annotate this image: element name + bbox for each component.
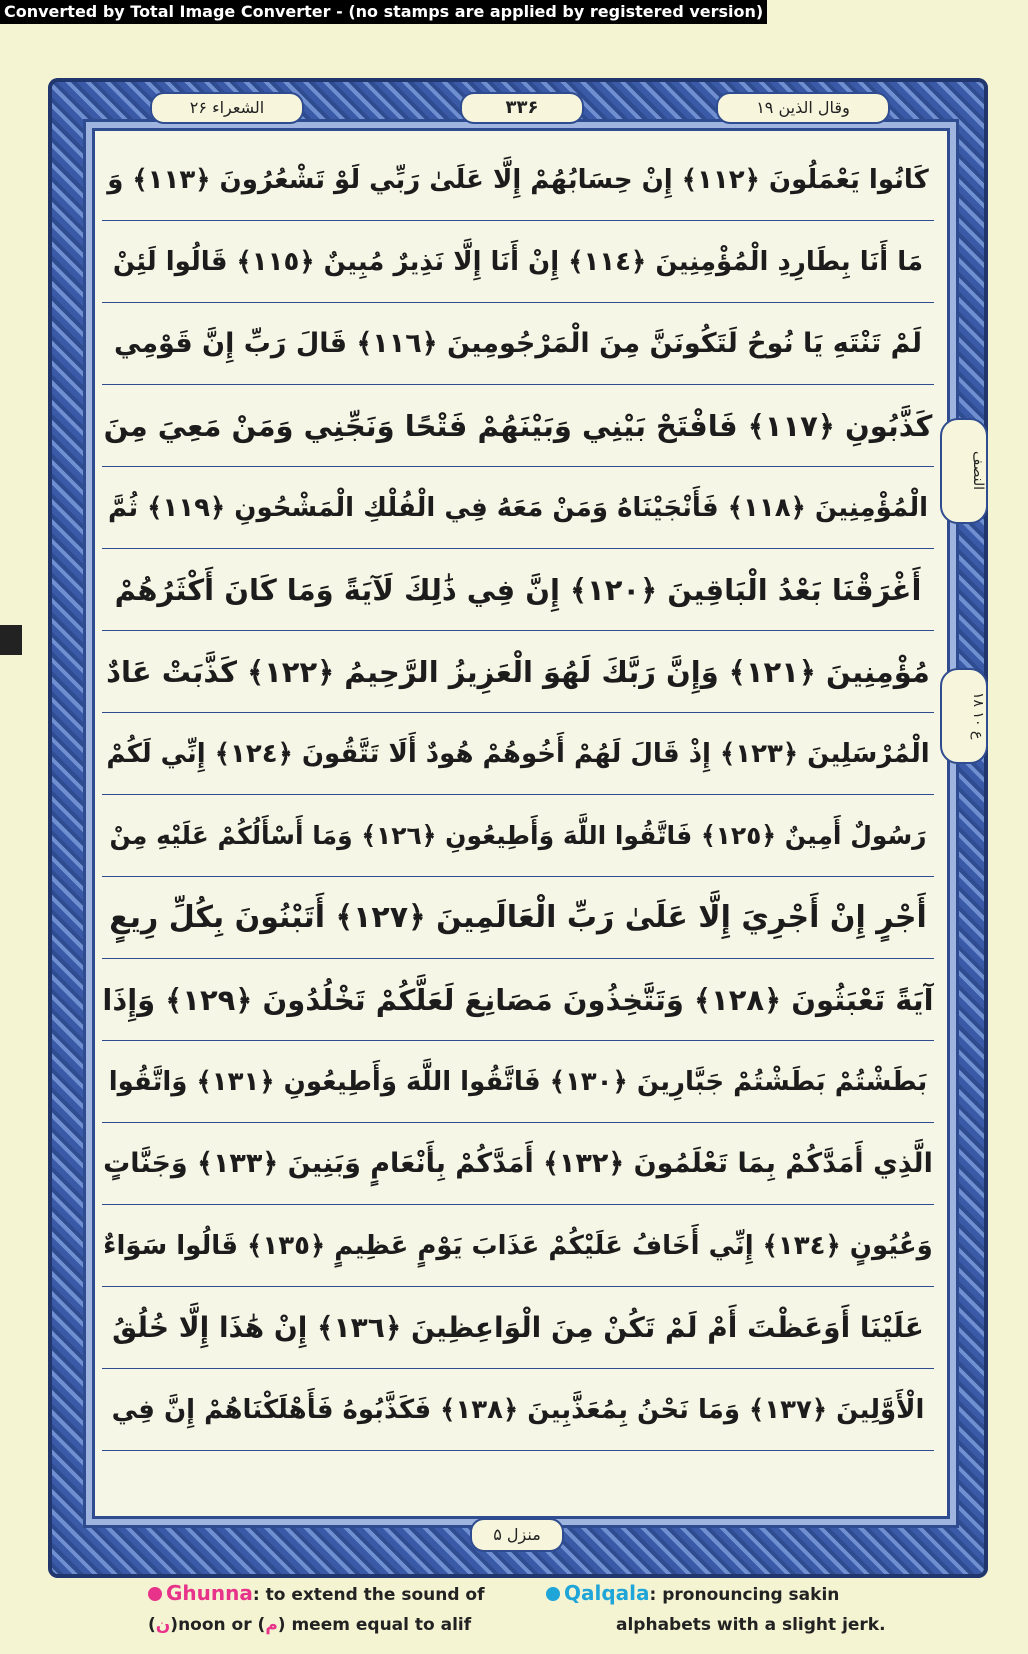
ghunna-desc: : to extend the sound of — [252, 1585, 485, 1605]
manzil-label: منزل ۵ — [470, 1518, 564, 1552]
converter-banner: Converted by Total Image Converter - (no stamps are applied by registered version) — [0, 0, 767, 24]
qalqala-term: Qalqala — [564, 1581, 650, 1605]
text-line: أَجْرٍ إِنْ أَجْرِيَ إِلَّا عَلَىٰ رَبِّ الْعَالَمِينَ ﴿١٢٧﴾ أَتَبْنُونَ بِكُلِّ رِيعٍ — [102, 878, 934, 959]
surah-name: الشعراء ۲۶ — [150, 92, 304, 124]
ghunna-desc-2: )noon or ( — [170, 1615, 266, 1635]
meem-letter: م — [265, 1615, 278, 1635]
text-line: عَلَيْنَا أَوَعَظْتَ أَمْ لَمْ تَكُنْ مِنَ الْوَاعِظِينَ ﴿١٣٦﴾ إِنْ هَٰذَا إِلَّا خُلُقُ — [102, 1288, 934, 1369]
ruku-marker: ۱۸ ع ۱۰ — [940, 668, 988, 764]
text-line: بَطَشْتُمْ بَطَشْتُمْ جَبَّارِينَ ﴿١٣٠﴾ فَاتَّقُوا اللَّهَ وَأَطِيعُونِ ﴿١٣١﴾ وَاتَّقُوا — [102, 1042, 934, 1123]
qalqala-legend — [546, 1578, 926, 1640]
ghunna-paren: ( — [148, 1615, 156, 1635]
text-line: كَذَّبُونِ ﴿١١٧﴾ فَافْتَحْ بَيْنِي وَبَيْنَهُمْ فَتْحًا وَنَجِّنِي وَمَنْ مَعِيَ مِنَ — [102, 386, 934, 467]
flower-icon — [148, 1587, 162, 1601]
ghunna-term: Ghunna — [166, 1581, 253, 1605]
text-line: الْمُؤْمِنِينَ ﴿١١٨﴾ فَأَنْجَيْنَاهُ وَمَنْ مَعَهُ فِي الْفُلْكِ الْمَشْحُونِ ﴿١١٩﴾ ثُمَّ — [102, 468, 934, 549]
flower-icon — [546, 1587, 560, 1601]
qalqala-desc: : pronouncing sakin — [649, 1585, 840, 1605]
page-header — [150, 92, 890, 122]
text-line: لَمْ تَنْتَهِ يَا نُوحُ لَتَكُونَنَّ مِنَ الْمَرْجُومِينَ ﴿١١٦﴾ قَالَ رَبِّ إِنَّ قَوْمِي — [102, 304, 934, 385]
text-line: أَغْرَقْنَا بَعْدُ الْبَاقِينَ ﴿١٢٠﴾ إِنَّ فِي ذَٰلِكَ لَآيَةً وَمَا كَانَ أَكْثَرُهُمْ — [102, 550, 934, 631]
juz-name: وقال الذين ۱۹ — [716, 92, 890, 124]
text-line: مُؤْمِنِينَ ﴿١٢١﴾ وَإِنَّ رَبَّكَ لَهُوَ الْعَزِيزُ الرَّحِيمُ ﴿١٢٢﴾ كَذَّبَتْ عَادٌ — [102, 632, 934, 713]
text-line: رَسُولٌ أَمِينٌ ﴿١٢٥﴾ فَاتَّقُوا اللَّهَ وَأَطِيعُونِ ﴿١٢٦﴾ وَمَا أَسْأَلُكُمْ عَلَيْهِ مِنْ — [102, 796, 934, 877]
nisf-marker: النصف — [940, 418, 988, 524]
page-number: ۳۳۶ — [460, 92, 584, 124]
text-line: وَعُيُونٍ ﴿١٣٤﴾ إِنِّي أَخَافُ عَلَيْكُمْ عَذَابَ يَوْمٍ عَظِيمٍ ﴿١٣٥﴾ قَالُوا سَوَاءٌ — [102, 1206, 934, 1287]
text-line: كَانُوا يَعْمَلُونَ ﴿١١٢﴾ إِنْ حِسَابُهُمْ إِلَّا عَلَىٰ رَبِّي لَوْ تَشْعُرُونَ ﴿١١٣﴾ وَ — [102, 140, 934, 221]
text-line: مَا أَنَا بِطَارِدِ الْمُؤْمِنِينَ ﴿١١٤﴾ إِنْ أَنَا إِلَّا نَذِيرٌ مُبِينٌ ﴿١١٥﴾ قَالُوا لَئِنْ — [102, 222, 934, 303]
noon-letter: ن — [155, 1615, 171, 1635]
ghunna-desc-3: ) meem equal to alif — [277, 1615, 472, 1635]
text-line: آيَةً تَعْبَثُونَ ﴿١٢٨﴾ وَتَتَّخِذُونَ مَصَانِعَ لَعَلَّكُمْ تَخْلُدُونَ ﴿١٢٩﴾ وَإِذَا — [102, 960, 934, 1041]
text-line: الْأَوَّلِينَ ﴿١٣٧﴾ وَمَا نَحْنُ بِمُعَذَّبِينَ ﴿١٣٨﴾ فَكَذَّبُوهُ فَأَهْلَكْنَاهُمْ إِنَّ فِي — [102, 1370, 934, 1451]
qalqala-desc-2: alphabets with a slight jerk. — [616, 1615, 886, 1635]
text-line: الَّذِي أَمَدَّكُمْ بِمَا تَعْلَمُونَ ﴿١٣٢﴾ أَمَدَّكُمْ بِأَنْعَامٍ وَبَنِينَ ﴿١٣٣﴾ وَجَنَّاتٍ — [102, 1124, 934, 1205]
text-line: الْمُرْسَلِينَ ﴿١٢٣﴾ إِذْ قَالَ لَهُمْ أَخُوهُمْ هُودٌ أَلَا تَتَّقُونَ ﴿١٢٤﴾ إِنِّي لَكُمْ — [102, 714, 934, 795]
ghunna-legend — [148, 1578, 528, 1640]
page-edge-mark — [0, 625, 22, 655]
